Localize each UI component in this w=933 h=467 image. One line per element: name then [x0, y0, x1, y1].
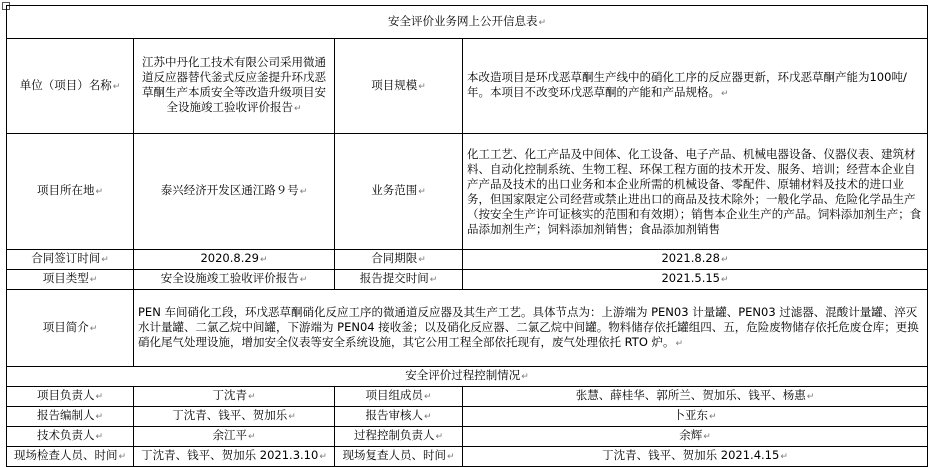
paragraph-mark: ↵: [118, 452, 127, 462]
table-row: [7, 407, 928, 427]
intro-label: 项目简介: [42, 319, 89, 334]
scope-label: 业务范围: [371, 183, 418, 197]
label-cell[interactable]: [335, 39, 463, 134]
paragraph-mark: ↵: [95, 432, 104, 442]
paragraph-mark: ↵: [423, 392, 432, 402]
value-cell[interactable]: [134, 134, 335, 250]
paragraph-mark: ↵: [720, 275, 729, 285]
label-cell[interactable]: [335, 447, 463, 467]
paragraph-mark: ↵: [247, 432, 256, 442]
value-cell[interactable]: [134, 387, 335, 407]
label-cell[interactable]: [335, 270, 463, 290]
project-type-value: 安全设施竣工验收评价报告: [160, 271, 299, 285]
paragraph-mark: ↵: [708, 412, 717, 422]
paragraph-mark: ↵: [247, 392, 256, 402]
paragraph-mark: ↵: [299, 187, 308, 197]
process-section-heading: 安全评价过程控制情况: [405, 368, 521, 382]
label-cell[interactable]: [7, 427, 134, 447]
process-ctrl-value: 余辉: [679, 428, 703, 442]
sign-time-value: 2020.8.29: [200, 251, 259, 265]
scale-label: 项目规模: [371, 77, 418, 92]
label-cell[interactable]: [335, 250, 463, 270]
label-cell[interactable]: [335, 427, 463, 447]
paragraph-mark: ↵: [259, 255, 268, 265]
section-heading-cell[interactable]: [7, 367, 928, 387]
table-row: [7, 290, 928, 367]
label-cell[interactable]: [7, 407, 134, 427]
value-cell[interactable]: [463, 407, 928, 427]
value-cell[interactable]: [134, 270, 335, 290]
leader-label: 项目负责人: [36, 388, 95, 402]
site-check-label: 现场检查人员、时间: [13, 448, 118, 462]
label-cell[interactable]: [335, 407, 463, 427]
value-cell[interactable]: [463, 387, 928, 407]
site-check-value: 丁沈青、钱平、贺加乐 2021.3.10: [141, 448, 319, 462]
label-cell[interactable]: [335, 134, 463, 250]
paragraph-mark: ↵: [418, 255, 426, 265]
info-table: [6, 5, 928, 467]
site-recheck-label: 现场复查人员、时间: [342, 448, 446, 462]
scope-value: 化工工艺、化工产品及中间体、化工设备、电子产品、机械电器设备、仪器仪表、建筑材料、自动化控制系统、生物工程、环保工程方面的技术开发、服务、培训；经营本企业自产产品及技术的出口业务和本企业所需的机械设备、零配件、原辅材料及技术的进口业务，但国家限定公司经营或禁止进出口的商品及技术除外；一般化学品、危险化学品生产（按安全生产许可证核实的范围和有效期）；销售本企业生产的产品。饲料添加剂生产；食品添加剂生产；饲料添加剂销售；食品添加剂销售: [467, 146, 922, 236]
table-row: [7, 39, 928, 134]
value-cell[interactable]: [134, 407, 335, 427]
value-cell[interactable]: [463, 427, 928, 447]
sign-time-label: 合同签订时间: [31, 251, 101, 265]
paragraph-mark: ↵: [95, 392, 104, 402]
value-cell[interactable]: [134, 427, 335, 447]
tech-lead-label: 技术负责人: [36, 428, 95, 442]
label-cell[interactable]: [335, 387, 463, 407]
table-title-cell[interactable]: [7, 6, 928, 39]
table-row: [7, 427, 928, 447]
author-label: 报告编制人: [36, 408, 95, 422]
table-row: [7, 367, 928, 387]
paragraph-mark: ↵: [89, 275, 98, 285]
paragraph-mark: ↵: [319, 452, 327, 462]
author-value: 丁沈青、钱平、贺加乐: [172, 408, 288, 422]
value-cell[interactable]: [463, 447, 928, 467]
value-cell[interactable]: [134, 290, 928, 367]
paragraph-mark: ↵: [720, 255, 729, 265]
table-row: [7, 387, 928, 407]
table-row: [7, 447, 928, 467]
contract-period-label: 合同期限: [371, 251, 418, 265]
label-cell[interactable]: [7, 270, 134, 290]
paragraph-mark: ↵: [288, 412, 296, 422]
paragraph-mark: ↵: [101, 255, 109, 265]
paragraph-mark: ↵: [423, 412, 432, 422]
unit-value: 江苏中丹化工技术有限公司采用微通道反应器替代釜式反应釜提升环戊恶草酮生产本质安全等改造升级项目安全设施竣工验收评价报告: [142, 55, 326, 114]
members-label: 项目组成员: [365, 388, 423, 402]
paragraph-mark: ↵: [806, 392, 815, 402]
location-value: 泰兴经济开发区通江路９号: [160, 183, 299, 197]
paragraph-mark: ↵: [418, 81, 426, 92]
project-type-label: 项目类型: [42, 271, 89, 285]
paragraph-mark: ↵: [429, 275, 438, 285]
leader-value: 丁沈青: [212, 388, 247, 402]
label-cell[interactable]: [7, 387, 134, 407]
location-label: 项目所在地: [36, 183, 95, 197]
tech-lead-value: 余江平: [212, 428, 247, 442]
label-cell[interactable]: [7, 134, 134, 250]
paragraph-mark: ↵: [703, 432, 711, 442]
table-row: [7, 134, 928, 250]
label-cell[interactable]: [7, 250, 134, 270]
submit-time-value: 2021.5.15: [661, 271, 720, 285]
paragraph-mark: ↵: [675, 338, 684, 349]
paragraph-mark: ↵: [95, 412, 104, 422]
value-cell[interactable]: [134, 447, 335, 467]
table-row: [7, 6, 928, 39]
paragraph-mark: ↵: [418, 187, 426, 197]
paragraph-mark: ↵: [95, 187, 104, 197]
label-cell[interactable]: [7, 290, 134, 367]
paragraph-mark: ↵: [721, 89, 729, 99]
process-ctrl-label: 过程控制负责人: [353, 428, 435, 442]
reviewer-label: 报告审核人: [365, 408, 423, 422]
paragraph-mark: ↵: [112, 81, 121, 92]
paragraph-mark: ↵: [293, 104, 302, 114]
members-value: 张慧、薛桂华、郭所兰、贺加乐、钱平、杨惠: [575, 388, 806, 402]
paragraph-mark: ↵: [435, 432, 444, 442]
intro-value: PEN 车间硝化工段，环戊恶草酮硝化反应工序的微通道反应器及其生产工艺。具体节点为：上游端为 PEN03 计量罐、PEN03 过滤器、混酸计量罐、淬灭水计量罐、二氯乙烷中间罐，下游端为 PEN04 接收釜；以及硝化反应器、二氯乙烷中间罐。物料储存依托罐组四、五，危险废物储存依托危废仓库；更换硝化尾气处理设施，增加安全仪表等安全系统设施，其它公用工程全部依托现有，废气处理依托 RTO 炉。: [138, 304, 919, 349]
reviewer-value: 卜亚东: [673, 408, 708, 422]
label-cell[interactable]: [7, 447, 134, 467]
value-cell[interactable]: [463, 270, 928, 290]
value-cell[interactable]: [463, 134, 928, 250]
contract-period-value: 2021.8.28: [661, 251, 720, 265]
paragraph-mark: ↵: [446, 452, 455, 462]
paragraph-mark: ↵: [538, 17, 547, 28]
paragraph-mark: ↵: [299, 275, 308, 285]
submit-time-label: 报告提交时间: [359, 271, 429, 285]
label-cell[interactable]: [7, 39, 134, 134]
paragraph-mark: ↵: [89, 323, 98, 334]
paragraph-mark: ↵: [521, 372, 529, 382]
table-title: 安全评价业务网上公开信息表: [387, 13, 538, 28]
value-cell[interactable]: [134, 250, 335, 270]
table-row: [7, 250, 928, 270]
table-row: [7, 270, 928, 290]
scale-value: 本改造项目是环戊恶草酮生产线中的硝化工序的反应器更新，环戊恶草酮产能为100吨/年。本项目不改变环戊恶草酮的产能和产品规格。: [467, 70, 907, 99]
value-cell[interactable]: [463, 39, 928, 134]
unit-label: 单位（项目）名称: [19, 77, 112, 92]
paragraph-mark: ↵: [780, 452, 788, 462]
site-recheck-value: 丁沈青、钱平、贺加乐 2021.4.15: [602, 448, 780, 462]
value-cell[interactable]: [134, 39, 335, 134]
value-cell[interactable]: [463, 250, 928, 270]
